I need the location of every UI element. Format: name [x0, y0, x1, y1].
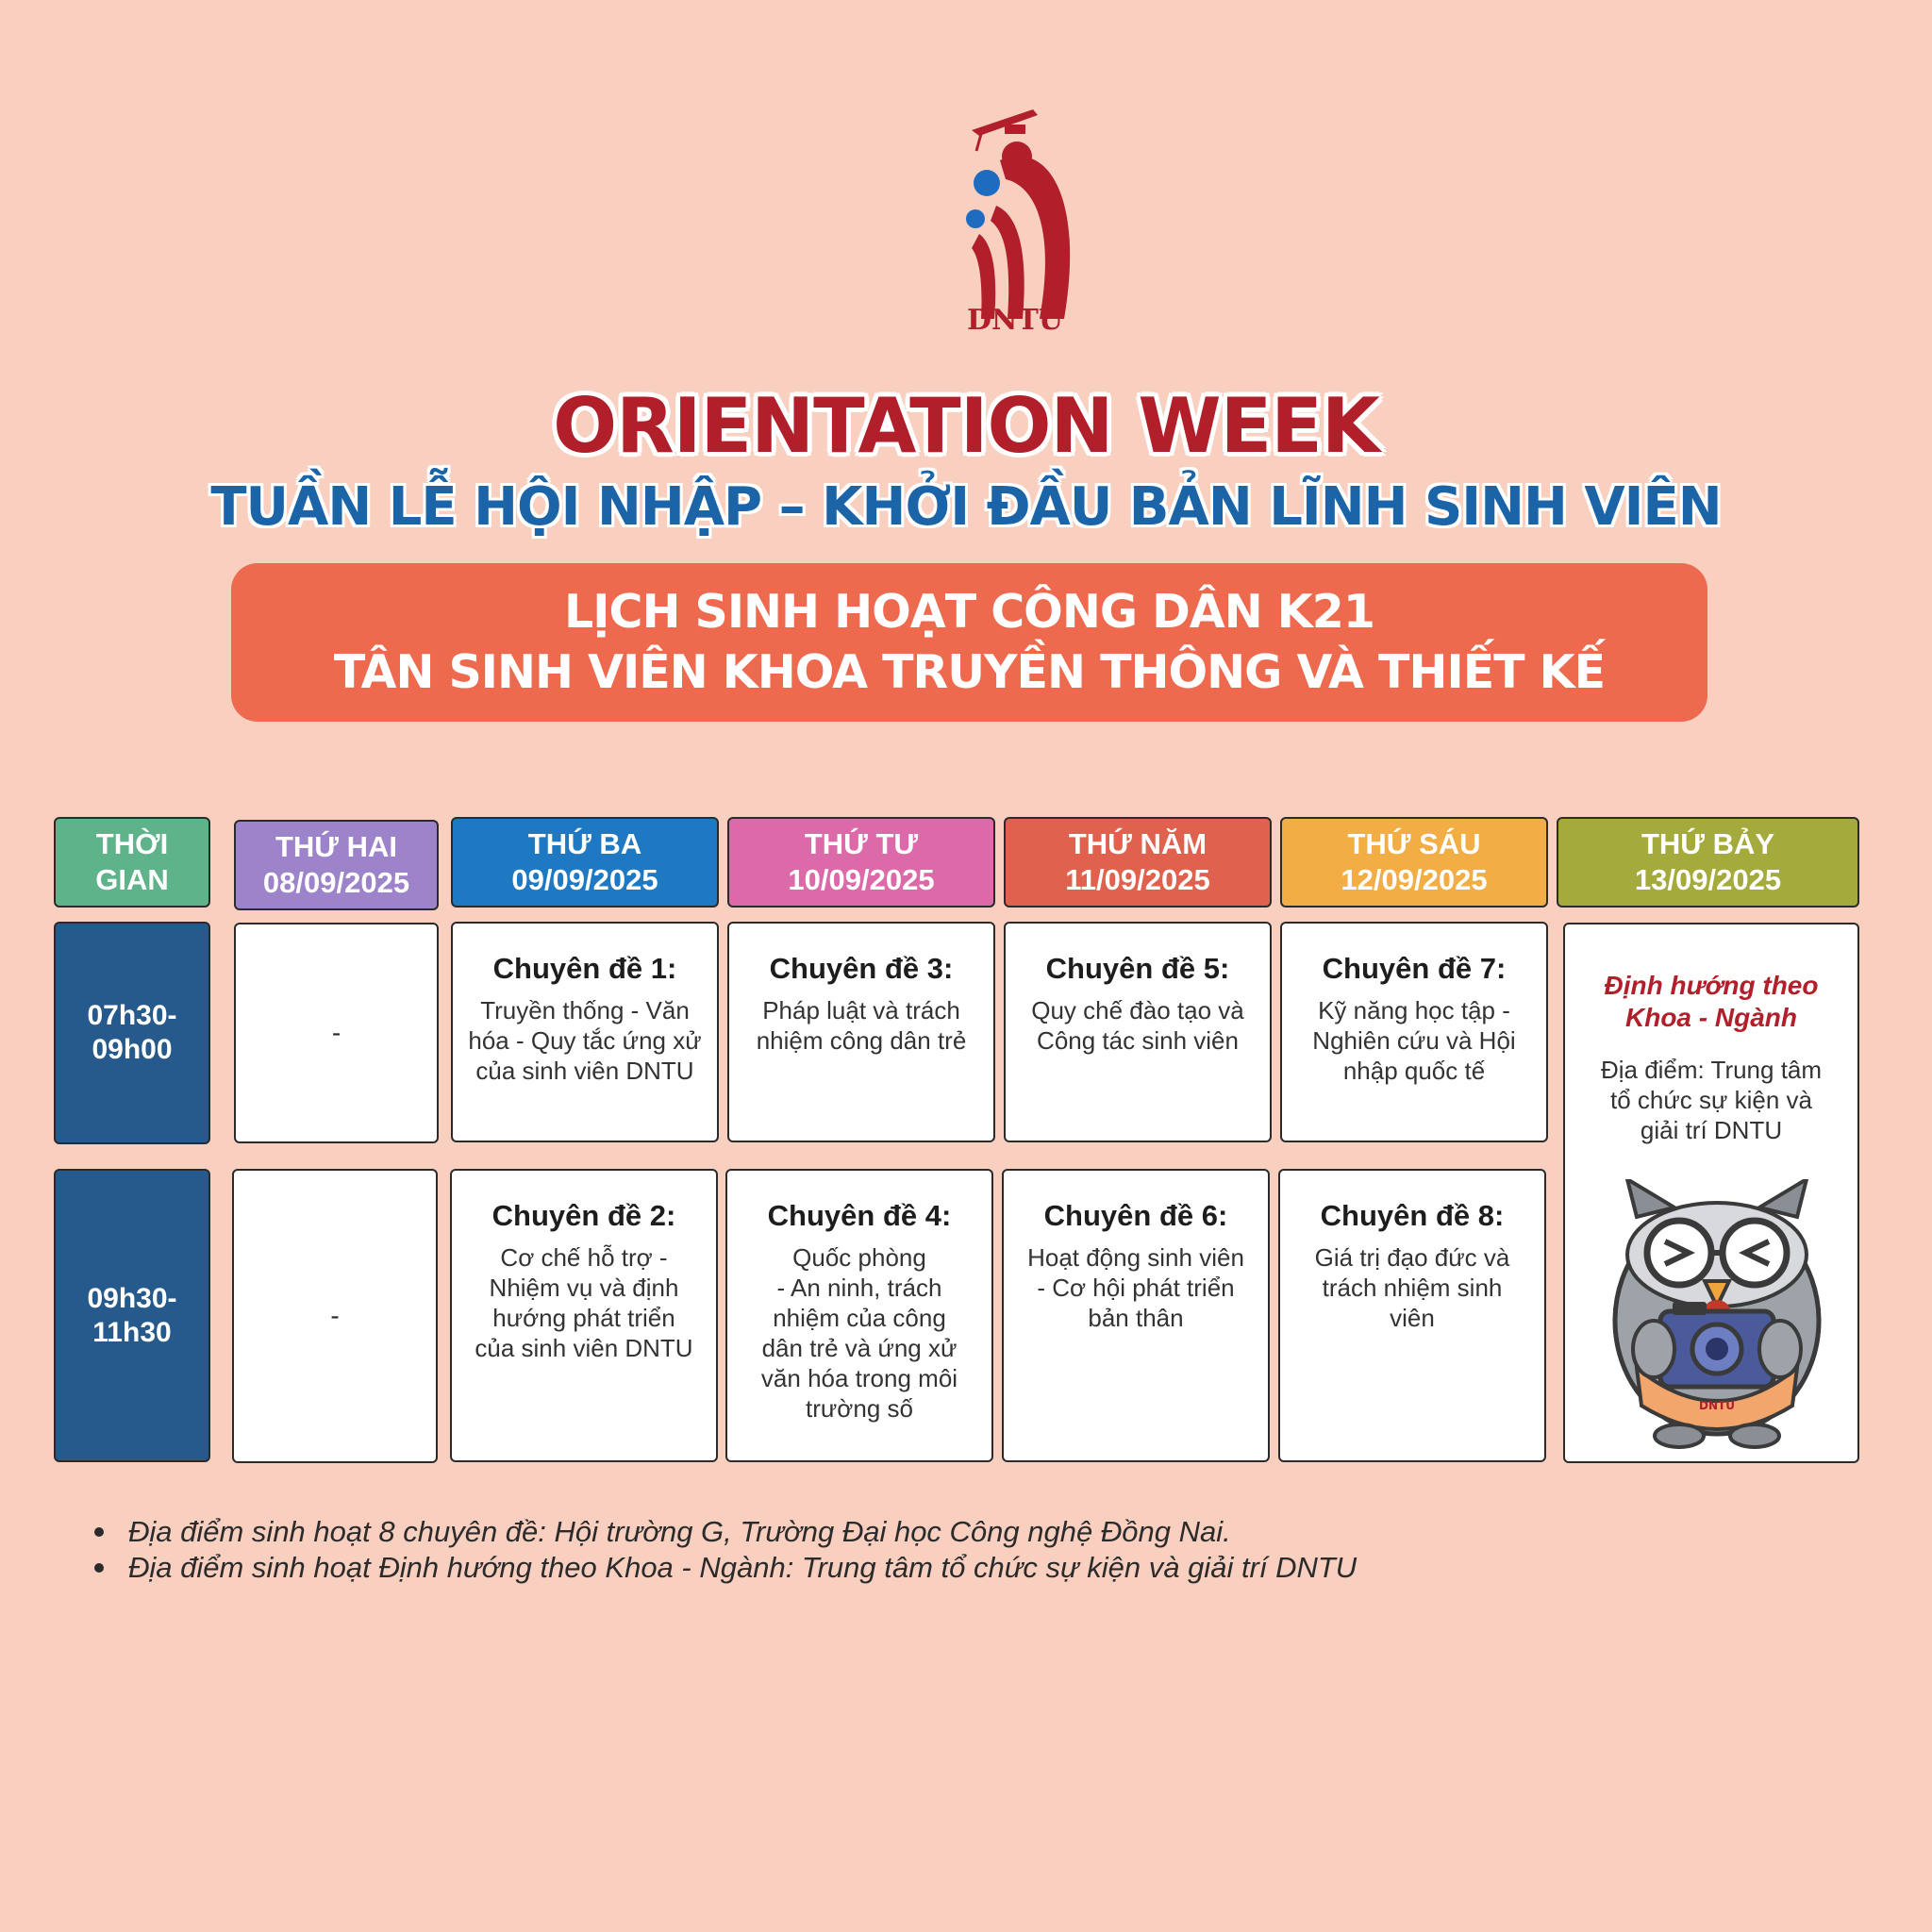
cell-thursday-slot-1 [1004, 922, 1272, 1142]
topic-line: - An ninh, trách [776, 1274, 942, 1302]
schedule-banner [231, 563, 1707, 722]
saturday-title-line: Định hướng theo [1604, 971, 1819, 1000]
cell-tuesday-slot-2 [450, 1169, 718, 1462]
header-line-1: THỨ NĂM [1068, 827, 1208, 860]
logo-wordmark: DNTU [967, 304, 1063, 337]
topic-title: Chuyên đề 1: [492, 952, 677, 985]
topic-title: Chuyên đề 3: [769, 952, 954, 985]
cell-saturday-orientation [1563, 923, 1859, 1463]
cell-tuesday-slot-1 [451, 922, 719, 1142]
bullet-icon [94, 1527, 104, 1537]
cell-body: - [330, 1301, 340, 1330]
banner-line-2: TÂN SINH VIÊN KHOA TRUYỀN THÔNG VÀ THIẾT KẾ [333, 645, 1606, 699]
topic-line: Công tác sinh viên [1037, 1026, 1239, 1055]
header-line-2: 13/09/2025 [1634, 863, 1782, 896]
header-line-2: 12/09/2025 [1341, 863, 1488, 896]
topic-line: trường số [806, 1394, 913, 1423]
header-friday [1280, 817, 1548, 908]
note-text: Địa điểm sinh hoạt Định hướng theo Khoa - Ngành: Trung tâm tổ chức sự kiện và giải trí DNTU [128, 1551, 1357, 1584]
header-saturday [1557, 817, 1859, 908]
time-line-1: 07h30- [87, 1000, 177, 1031]
saturday-title [1565, 970, 1857, 1034]
topic-line: Quy chế đào tạo và [1031, 996, 1244, 1024]
note-item [94, 1550, 1792, 1586]
cell-friday-slot-1 [1280, 922, 1548, 1142]
saturday-location-line: giải trí DNTU [1640, 1116, 1783, 1144]
topic-line: viên [1390, 1304, 1435, 1332]
header-tuesday [451, 817, 719, 908]
topic-line: Nhiệm vụ và định [489, 1274, 679, 1302]
header-line-1: THỜI [95, 827, 169, 860]
topic-line: Giá trị đạo đức và [1314, 1243, 1510, 1272]
time-line-2: 09h00 [92, 1034, 173, 1065]
header-line-1: THỨ SÁU [1347, 827, 1481, 860]
header-line-1: THỨ BẢY [1641, 827, 1775, 860]
saturday-title-line: Khoa - Ngành [1625, 1003, 1797, 1032]
topic-line: Kỹ năng học tập - [1318, 996, 1510, 1024]
topic-line: - Cơ hội phát triển [1037, 1274, 1235, 1302]
cell-thursday-slot-2 [1002, 1169, 1270, 1462]
cell-body: - [331, 1018, 341, 1047]
note-text: Địa điểm sinh hoạt 8 chuyên đề: Hội trường G, Trường Đại học Công nghệ Đồng Nai. [128, 1515, 1231, 1548]
topic-title: Chuyên đề 2: [491, 1199, 676, 1232]
header-line-2: 10/09/2025 [788, 863, 935, 896]
header-line-1: THỨ HAI [275, 830, 398, 863]
time-line-2: 11h30 [92, 1316, 172, 1348]
topic-title: Chuyên đề 8: [1320, 1199, 1505, 1232]
saturday-location [1565, 1055, 1857, 1145]
page-title: ORIENTATION WEEK [553, 382, 1379, 470]
topic-title: Chuyên đề 6: [1043, 1199, 1228, 1232]
topic-line: Hoạt động sinh viên [1027, 1243, 1244, 1272]
topic-line: hướng phát triển [492, 1304, 675, 1332]
cell-wednesday-slot-1 [727, 922, 995, 1142]
page-subtitle: TUẦN LỄ HỘI NHẬP – KHỞI ĐẦU BẢN LĨNH SINH VIÊN [210, 476, 1722, 538]
topic-line: Truyền thống - Văn [480, 996, 690, 1024]
header-line-1: THỨ BA [527, 827, 642, 860]
bullet-icon [94, 1563, 104, 1573]
header-line-2: 09/09/2025 [511, 863, 658, 896]
topic-line: Nghiên cứu và Hội [1312, 1026, 1516, 1055]
header-time [54, 817, 210, 908]
topic-line: Cơ chế hỗ trợ - [500, 1243, 668, 1272]
saturday-location-line: tổ chức sự kiện và [1609, 1086, 1812, 1114]
topic-line: hóa - Quy tắc ứng xử [468, 1026, 702, 1055]
cell-monday-slot-2 [232, 1169, 438, 1463]
topic-title: Chuyên đề 7: [1322, 952, 1507, 985]
topic-line: của sinh viên DNTU [475, 1334, 693, 1362]
owl-mascot-camera-icon [1599, 1179, 1835, 1453]
mascot-logo-text: DNTU [1699, 1399, 1735, 1412]
topic-line: bản thân [1088, 1304, 1184, 1332]
dntu-logo-icon [953, 102, 1094, 338]
header-line-2: GIAN [95, 863, 169, 896]
topic-line: trách nhiệm sinh [1322, 1274, 1503, 1302]
header-line-2: 08/09/2025 [262, 866, 410, 899]
location-notes [94, 1514, 1792, 1586]
header-line-2: 11/09/2025 [1065, 863, 1210, 896]
header-line-1: THỨ TƯ [804, 827, 919, 860]
topic-title: Chuyên đề 4: [767, 1199, 952, 1232]
topic-line: nhiệm công dân trẻ [756, 1026, 967, 1055]
header-monday [234, 820, 439, 910]
cell-friday-slot-2 [1278, 1169, 1546, 1462]
topic-line: của sinh viên DNTU [475, 1057, 694, 1085]
topic-line: dân trẻ và ứng xử [761, 1334, 958, 1362]
banner-line-1: LỊCH SINH HOẠT CÔNG DÂN K21 [564, 585, 1374, 639]
note-item [94, 1514, 1792, 1550]
time-line-1: 09h30- [87, 1282, 177, 1314]
topic-line: văn hóa trong môi [760, 1364, 958, 1392]
time-slot-2 [54, 1169, 210, 1462]
header-wednesday [727, 817, 995, 908]
time-slot-1 [54, 922, 210, 1144]
cell-monday-slot-1 [234, 923, 439, 1143]
cell-wednesday-slot-2 [725, 1169, 993, 1462]
topic-line: Pháp luật và trách [762, 996, 960, 1024]
topic-title: Chuyên đề 5: [1045, 952, 1230, 985]
header-thursday [1004, 817, 1272, 908]
saturday-location-line: Địa điểm: Trung tâm [1600, 1056, 1823, 1084]
topic-line: Quốc phòng [792, 1243, 926, 1272]
topic-line: nhập quốc tế [1342, 1057, 1486, 1085]
topic-line: nhiệm của công [773, 1304, 946, 1332]
